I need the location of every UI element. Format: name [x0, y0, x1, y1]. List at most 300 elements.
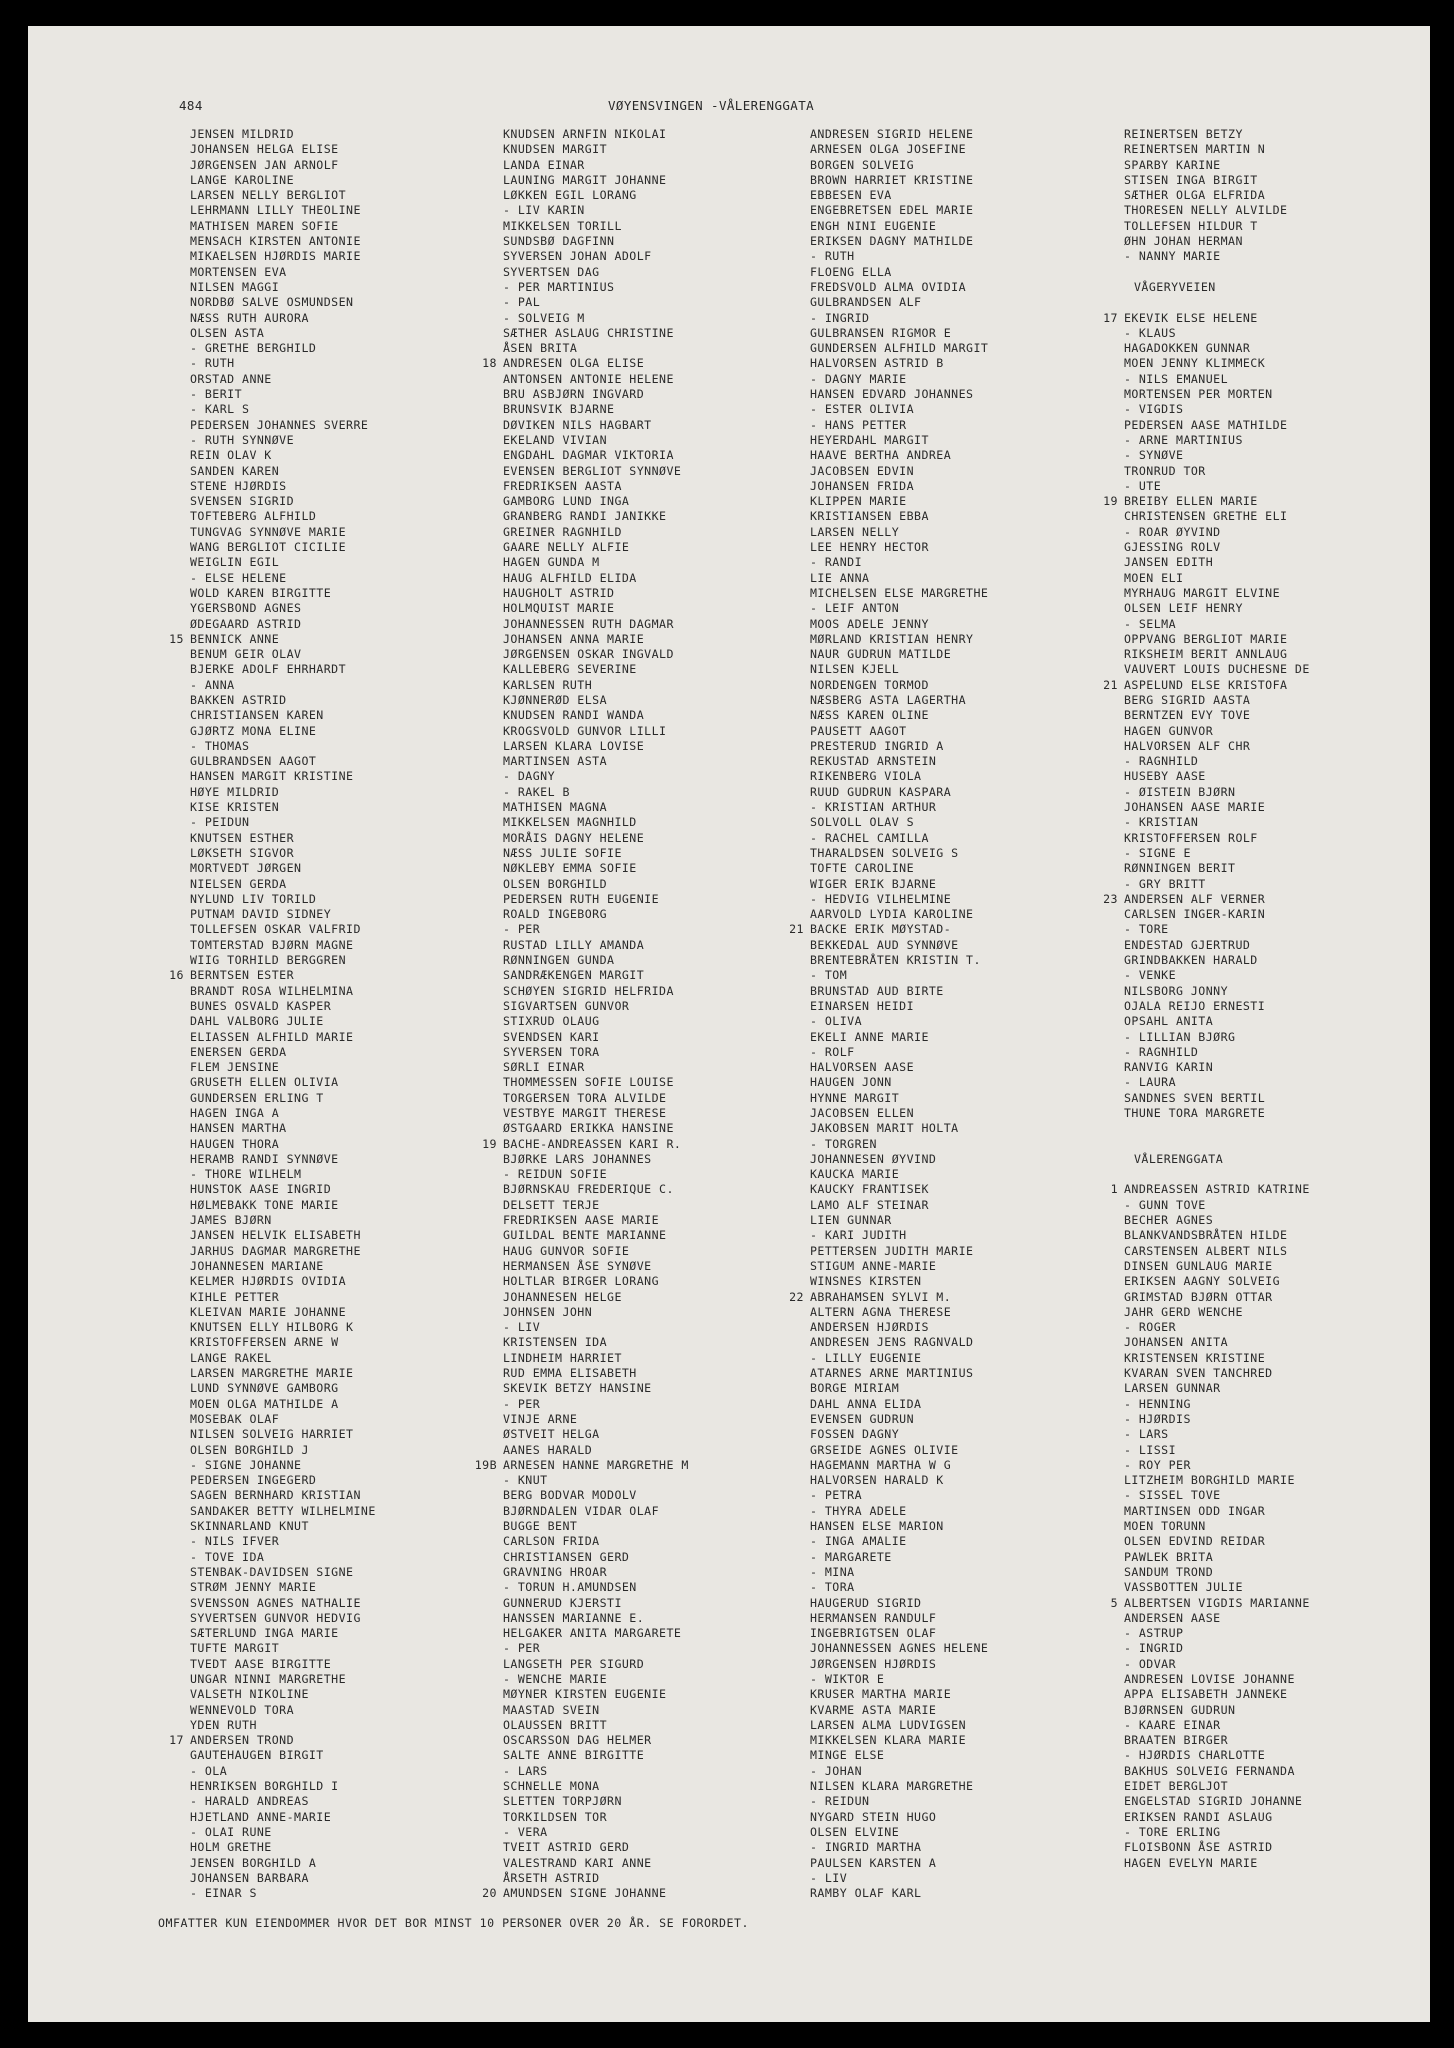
resident-entry [503, 1596, 848, 1611]
resident-entry [810, 158, 1155, 173]
resident-entry [503, 1794, 848, 1809]
resident-name: KAUCKA MARIE [810, 1167, 900, 1182]
resident-entry [503, 1274, 848, 1289]
resident-name: EVENSEN BERGLIOT SYNNØVE [503, 463, 682, 478]
resident-entry [190, 1412, 535, 1427]
resident-entry [810, 1060, 1155, 1075]
resident-entry [810, 968, 1155, 983]
resident-entry [1124, 907, 1430, 922]
resident-entry [503, 540, 848, 555]
resident-entry [1124, 1228, 1430, 1243]
column-2 [474, 127, 848, 1901]
resident-entry [810, 1886, 1155, 1901]
resident-entry [190, 1152, 535, 1167]
resident-name: EKELAND VIVIAN [503, 432, 608, 447]
resident-entry [1124, 831, 1430, 846]
resident-entry [190, 1167, 535, 1182]
resident-entry [190, 785, 535, 800]
resident-name: MIKKELSEN MAGNHILD [503, 815, 637, 830]
resident-name: - OLAI RUNE [190, 1824, 272, 1839]
resident-entry [503, 402, 848, 417]
resident-name: LIE ANNA [810, 570, 870, 585]
resident-name: - OLIVA [810, 1014, 863, 1029]
resident-name: LANGE RAKEL [190, 1350, 272, 1365]
resident-entry [190, 1810, 535, 1825]
resident-entry [810, 1427, 1155, 1442]
resident-entry [503, 1550, 848, 1565]
resident-name: GULBRANDSEN AAGOT [190, 754, 317, 769]
resident-name: JOHANSEN FRIDA [810, 478, 915, 493]
resident-name: - TOVE IDA [190, 1549, 265, 1564]
resident-name: SÆTHER ASLAUG CHRISTINE [503, 325, 674, 340]
resident-entry [474, 1457, 848, 1473]
resident-name: MORTVEDT JØRGEN [190, 861, 302, 876]
resident-name: MYRHAUG MARGIT ELVINE [1124, 585, 1281, 600]
resident-name: YDEN RUTH [190, 1717, 257, 1732]
resident-name: REIN OLAV K [190, 448, 272, 463]
resident-name: MATHISEN MAGNA [503, 800, 608, 815]
resident-entry [190, 1030, 535, 1045]
resident-entry [810, 1718, 1155, 1733]
resident-entry [1124, 1213, 1430, 1228]
resident-entry [1124, 1748, 1430, 1763]
resident-name: RIKSHEIM BERIT ANNLAUG [1124, 647, 1288, 662]
resident-entry [810, 1443, 1155, 1458]
resident-name: JOHANSEN ANITA [1124, 1335, 1229, 1350]
resident-name: SANDUM TROND [1124, 1564, 1214, 1579]
resident-entry [503, 1687, 848, 1702]
resident-entry [810, 1672, 1155, 1687]
house-number: 21 [789, 922, 804, 937]
resident-entry [190, 219, 535, 234]
resident-name: - PER MARTINIUS [503, 279, 615, 294]
resident-entry [503, 678, 848, 693]
resident-name: KELMER HJØRDIS OVIDIA [190, 1274, 347, 1289]
resident-entry [190, 953, 535, 968]
resident-name: - ESTER OLIVIA [810, 402, 915, 417]
resident-name: JØRGENSEN HJØRDIS [810, 1656, 937, 1671]
resident-name: STIXRUD OLAUG [503, 1014, 600, 1029]
resident-entry [503, 1534, 848, 1549]
resident-name: GRUSETH ELLEN OLIVIA [190, 1075, 339, 1090]
resident-entry [190, 1228, 535, 1243]
resident-name: KIHLE PETTER [190, 1289, 280, 1304]
resident-name: NILSEN MAGGI [190, 279, 280, 294]
resident-name: - KARL S [190, 402, 250, 417]
resident-entry [810, 265, 1155, 280]
resident-entry [1124, 1488, 1430, 1503]
resident-entry [503, 1672, 848, 1687]
resident-entry [190, 1305, 535, 1320]
resident-entry [503, 341, 848, 356]
resident-name: OLSEN BORGHILD [503, 876, 608, 891]
resident-entry [1124, 1335, 1430, 1350]
house-number: 20 [482, 1886, 497, 1901]
resident-name: - SIGNE E [1124, 845, 1191, 860]
resident-name: TRONRUD TOR [1124, 463, 1206, 478]
resident-entry [1124, 1075, 1430, 1090]
resident-entry [190, 1106, 535, 1121]
resident-entry [1124, 1458, 1430, 1473]
resident-name: TOLLEFSEN OSKAR VALFRID [190, 922, 361, 937]
resident-entry [503, 1167, 848, 1182]
resident-entry [503, 1748, 848, 1763]
resident-entry [503, 525, 848, 540]
resident-entry [190, 877, 535, 892]
resident-name: KVARME ASTA MARIE [810, 1702, 937, 1717]
resident-entry [810, 341, 1155, 356]
resident-name: - DAGNY MARIE [810, 371, 907, 386]
resident-entry [503, 1412, 848, 1427]
house-number: 18 [482, 356, 497, 371]
resident-entry [810, 1244, 1155, 1259]
resident-name: SIGVARTSEN GUNVOR [503, 998, 630, 1013]
resident-name: VESTBYE MARGIT THERESE [503, 1106, 667, 1120]
resident-name: YGERSBOND AGNES [190, 601, 302, 616]
resident-name: LARSEN NELLY BERGLIOT [190, 188, 347, 203]
resident-entry [190, 1580, 535, 1595]
resident-entry [1124, 1014, 1430, 1029]
resident-entry [190, 601, 535, 616]
resident-name: BACKE ERIK MØYSTAD- [810, 922, 952, 937]
resident-entry [190, 999, 535, 1014]
resident-name: MICHELSEN ELSE MARGRETHE [810, 585, 989, 600]
resident-name: ALTERN AGNA THERESE [810, 1304, 952, 1319]
resident-name: BJØRNSKAU FREDERIQUE C. [503, 1182, 674, 1197]
resident-entry [503, 1014, 848, 1029]
resident-entry [810, 1748, 1155, 1763]
resident-entry [1124, 418, 1430, 433]
resident-entry [810, 1504, 1155, 1519]
resident-name: KNUTSEN ELLY HILBORG K [190, 1320, 354, 1335]
resident-name: VASSBOTTEN JULIE [1124, 1580, 1243, 1595]
resident-entry [1124, 509, 1430, 524]
resident-name: OLSEN BORGHILD J [190, 1442, 309, 1457]
resident-name: EIDET BERGLJOT [1124, 1779, 1229, 1794]
resident-name: HAGEN INGA A [190, 1106, 280, 1120]
resident-name: - HJØRDIS CHARLOTTE [1124, 1748, 1266, 1763]
resident-entry [1124, 693, 1430, 708]
resident-entry [810, 540, 1155, 555]
house-number: 15 [169, 631, 184, 646]
resident-name: - HJØRDIS [1124, 1411, 1191, 1426]
resident-name: SANDRÆKENGEN MARGIT [503, 968, 645, 983]
resident-entry [482, 1886, 848, 1901]
resident-entry [810, 1335, 1155, 1350]
resident-entry [503, 754, 848, 769]
resident-entry [1124, 1381, 1430, 1396]
resident-name: INGEBRIGTSEN OLAF [810, 1626, 937, 1641]
resident-entry [503, 1305, 848, 1320]
resident-name: JOHANNESSEN RUTH DAGMAR [503, 616, 674, 631]
resident-entry [190, 1748, 535, 1763]
resident-entry [810, 1856, 1155, 1871]
resident-entry [810, 1091, 1155, 1106]
resident-entry [503, 494, 848, 509]
resident-entry [1124, 1779, 1430, 1794]
resident-entry [810, 1871, 1155, 1886]
resident-name: - INGRID [1124, 1641, 1184, 1656]
resident-name: ARNESEN OLGA JOSEFINE [810, 142, 967, 157]
resident-entry [503, 127, 848, 142]
resident-name: NORDBØ SALVE OSMUNDSEN [190, 295, 354, 310]
resident-name: GAARE NELLY ALFIE [503, 540, 630, 555]
resident-name: NÆSBERG ASTA LAGERTHA [810, 692, 967, 707]
street-name: VÅGERYVEIEN [1134, 279, 1216, 294]
resident-name: - THOMAS [190, 738, 250, 753]
resident-entry [810, 1657, 1155, 1672]
resident-entry [503, 372, 848, 387]
resident-name: BUGGE BENT [503, 1519, 578, 1534]
resident-entry [190, 387, 535, 402]
resident-entry [190, 1641, 535, 1656]
resident-name: KJØNNERØD ELSA [503, 692, 608, 707]
resident-entry [503, 1335, 848, 1350]
resident-name: - KLAUS [1124, 325, 1177, 340]
resident-entry [190, 295, 535, 310]
resident-name: MOEN ELI [1124, 570, 1184, 585]
resident-name: RUUD GUDRUN KASPARA [810, 784, 952, 799]
resident-entry [503, 892, 848, 907]
resident-entry [503, 1840, 848, 1855]
resident-entry [503, 1611, 848, 1626]
resident-entry [1124, 1320, 1430, 1335]
house-number: 19B [474, 1457, 497, 1472]
resident-name: - TORE ERLING [1124, 1824, 1221, 1839]
resident-entry [503, 219, 848, 234]
resident-entry [503, 311, 848, 326]
resident-entry [503, 1871, 848, 1886]
resident-name: NÆSS JULIE SOFIE [503, 845, 622, 860]
resident-name: PAULSEN KARSTEN A [810, 1855, 937, 1870]
resident-entry [190, 1244, 535, 1259]
resident-entry [503, 1427, 848, 1442]
resident-entry [503, 433, 848, 448]
resident-name: HERAMB RANDI SYNNØVE [190, 1151, 339, 1166]
resident-entry [1124, 1504, 1430, 1519]
resident-entry [1124, 1810, 1430, 1825]
resident-name: HALVORSEN AASE [810, 1060, 915, 1075]
resident-entry [810, 724, 1155, 739]
resident-name: BJØRNSEN GUDRUN [1124, 1702, 1236, 1717]
resident-entry [503, 938, 848, 953]
page-number: 484 [179, 98, 203, 113]
resident-name: KRISTOFFERSEN ARNE W [190, 1335, 339, 1350]
resident-entry [503, 1045, 848, 1060]
resident-name: SKEVIK BETZY HANSINE [503, 1381, 652, 1396]
resident-name: DØVIKEN NILS HAGBART [503, 417, 652, 432]
resident-name: OJALA REIJO ERNESTI [1124, 998, 1266, 1013]
resident-name: - RAGNHILD [1124, 1044, 1199, 1059]
resident-name: TORKILDSEN TOR [503, 1809, 608, 1824]
resident-entry [190, 1519, 535, 1534]
resident-name: ÅRSETH ASTRID [503, 1870, 600, 1885]
resident-name: STISEN INGA BIRGIT [1124, 172, 1258, 187]
resident-entry [810, 571, 1155, 586]
resident-name: JOHANSEN ANNA MARIE [503, 631, 645, 646]
resident-entry [503, 815, 848, 830]
resident-entry [810, 203, 1155, 218]
resident-name: HAUG GUNVOR SOFIE [503, 1243, 630, 1258]
resident-name: - SYNØVE [1124, 448, 1184, 463]
resident-entry [1124, 356, 1430, 371]
resident-entry [1124, 586, 1430, 601]
resident-entry [810, 601, 1155, 616]
resident-entry [190, 754, 535, 769]
resident-entry [1124, 1840, 1430, 1855]
resident-name: ØHN JOHAN HERMAN [1124, 234, 1243, 249]
resident-name: - KARI JUDITH [810, 1228, 907, 1243]
resident-name: HAUG ALFHILD ELIDA [503, 570, 637, 585]
resident-entry [810, 448, 1155, 463]
resident-entry [503, 1060, 848, 1075]
resident-entry [190, 984, 535, 999]
resident-name: BECHER AGNES [1124, 1213, 1214, 1228]
resident-entry [503, 769, 848, 784]
resident-name: SCHNELLE MONA [503, 1779, 600, 1794]
resident-name: CARLSON FRIDA [503, 1534, 600, 1549]
resident-entry [190, 555, 535, 570]
resident-name: LAMO ALF STEINAR [810, 1197, 929, 1212]
resident-name: SÆTERLUND INGA MARIE [190, 1626, 339, 1641]
resident-entry [1124, 708, 1430, 723]
resident-entry [810, 815, 1155, 830]
resident-entry [190, 448, 535, 463]
resident-name: JAHR GERD WENCHE [1124, 1304, 1243, 1319]
resident-name: WENNEVOLD TORA [190, 1702, 295, 1717]
resident-name: PEDERSEN RUTH EUGENIE [503, 891, 660, 906]
resident-entry [810, 1703, 1155, 1718]
resident-entry [190, 846, 535, 861]
resident-entry [190, 341, 535, 356]
resident-name: ERIKSEN AAGNY SOLVEIG [1124, 1274, 1281, 1289]
resident-name: HØLMEBAKK TONE MARIE [190, 1197, 339, 1212]
resident-entry [810, 1397, 1155, 1412]
resident-entry [810, 1106, 1155, 1121]
resident-entry [190, 203, 535, 218]
resident-name: NØKLEBY EMMA SOFIE [503, 861, 637, 876]
house-number: 21 [1103, 677, 1118, 692]
resident-entry [503, 1182, 848, 1197]
resident-entry [810, 1488, 1155, 1503]
resident-entry [190, 372, 535, 387]
resident-entry [503, 1198, 848, 1213]
column-1 [169, 127, 535, 1901]
resident-entry [1124, 265, 1430, 280]
resident-entry [190, 800, 535, 815]
resident-name: SANDNES SVEN BERTIL [1124, 1090, 1266, 1105]
resident-name: ALBERTSEN VIGDIS MARIANNE [1124, 1595, 1310, 1610]
resident-entry [810, 479, 1155, 494]
resident-entry [810, 418, 1155, 433]
resident-name: HANSEN MARTHA [190, 1121, 287, 1136]
resident-name: SYVERTSEN GUNVOR HEDVIG [190, 1610, 361, 1625]
resident-entry [190, 158, 535, 173]
resident-entry [190, 892, 535, 907]
resident-name: SVENSSON AGNES NATHALIE [190, 1595, 361, 1610]
resident-name: TOFTE CAROLINE [810, 861, 915, 876]
resident-name: RØNNINGEN GUNDA [503, 953, 615, 968]
resident-entry [810, 708, 1155, 723]
resident-entry [190, 1565, 535, 1580]
resident-name: PAUSETT AAGOT [810, 723, 907, 738]
resident-name: - SOLVEIG M [503, 310, 585, 325]
resident-name: ANDRESEN SIGRID HELENE [810, 127, 974, 141]
resident-name: MØRLAND KRISTIAN HENRY [810, 631, 974, 646]
resident-name: BAKKEN ASTRID [190, 692, 287, 707]
resident-name: BERG BODVAR MODOLV [503, 1488, 637, 1503]
resident-entry [190, 586, 535, 601]
resident-name: SKINNARLAND KNUT [190, 1519, 309, 1534]
resident-entry [810, 1412, 1155, 1427]
resident-name: KAUCKY FRANTISEK [810, 1182, 929, 1197]
resident-entry [503, 1228, 848, 1243]
resident-name: HAGEN GUNDA M [503, 555, 600, 570]
resident-name: THUNE TORA MARGRETE [1124, 1106, 1266, 1120]
resident-name: - RAKEL B [503, 784, 570, 799]
resident-name: LØKKEN EGIL LORANG [503, 188, 637, 203]
resident-name: HYNNE MARGIT [810, 1090, 900, 1105]
resident-name: LIEN GUNNAR [810, 1213, 892, 1228]
resident-name: GAMBORG LUND INGA [503, 494, 630, 509]
resident-name: - TORE [1124, 922, 1169, 937]
resident-entry [503, 861, 848, 876]
resident-name: WOLD KAREN BIRGITTE [190, 585, 332, 600]
resident-name: ANDERSEN AASE [1124, 1610, 1221, 1625]
resident-entry [810, 234, 1155, 249]
resident-entry [1110, 1182, 1430, 1197]
resident-name: GULBRANSEN RIGMOR E [810, 325, 952, 340]
resident-entry [1124, 295, 1430, 310]
resident-name: - PETRA [810, 1488, 863, 1503]
resident-entry [482, 356, 848, 371]
resident-name: - ASTRUP [1124, 1626, 1184, 1641]
resident-name: - TORUN H.AMUNDSEN [503, 1580, 637, 1595]
resident-name: KRISTENSEN KRISTINE [1124, 1350, 1266, 1365]
resident-name: VALSETH NIKOLINE [190, 1687, 309, 1702]
resident-entry [190, 418, 535, 433]
resident-name: EKELI ANNE MARIE [810, 1029, 929, 1044]
resident-entry [1124, 1718, 1430, 1733]
resident-entry [190, 1397, 535, 1412]
resident-name: DAHL ANNA ELIDA [810, 1396, 922, 1411]
resident-name: LAUNING MARGIT JOHANNE [503, 172, 667, 187]
resident-entry [190, 678, 535, 693]
resident-name: OSCARSSON DAG HELMER [503, 1733, 652, 1748]
resident-entry [1124, 999, 1430, 1014]
resident-entry [190, 464, 535, 479]
resident-name: HANSEN MARGIT KRISTINE [190, 769, 354, 784]
resident-name: - VENKE [1124, 968, 1177, 983]
resident-entry [810, 662, 1155, 677]
resident-name: UNGAR NINNI MARGRETHE [190, 1671, 347, 1686]
resident-name: SVENDSEN KARI [503, 1029, 600, 1044]
resident-entry [503, 142, 848, 157]
resident-entry [810, 1764, 1155, 1779]
resident-entry [503, 586, 848, 601]
resident-name: FREDSVOLD ALMA OVIDIA [810, 279, 967, 294]
resident-entry [810, 1274, 1155, 1289]
resident-name: HOLM GRETHE [190, 1840, 272, 1855]
resident-entry [190, 1060, 535, 1075]
resident-name: REINERTSEN BETZY [1124, 127, 1243, 141]
resident-entry [503, 1779, 848, 1794]
resident-entry [1124, 739, 1430, 754]
resident-entry [810, 1213, 1155, 1228]
street-heading [1124, 1152, 1430, 1167]
resident-entry [1124, 846, 1430, 861]
resident-name: - EINAR S [190, 1886, 257, 1901]
